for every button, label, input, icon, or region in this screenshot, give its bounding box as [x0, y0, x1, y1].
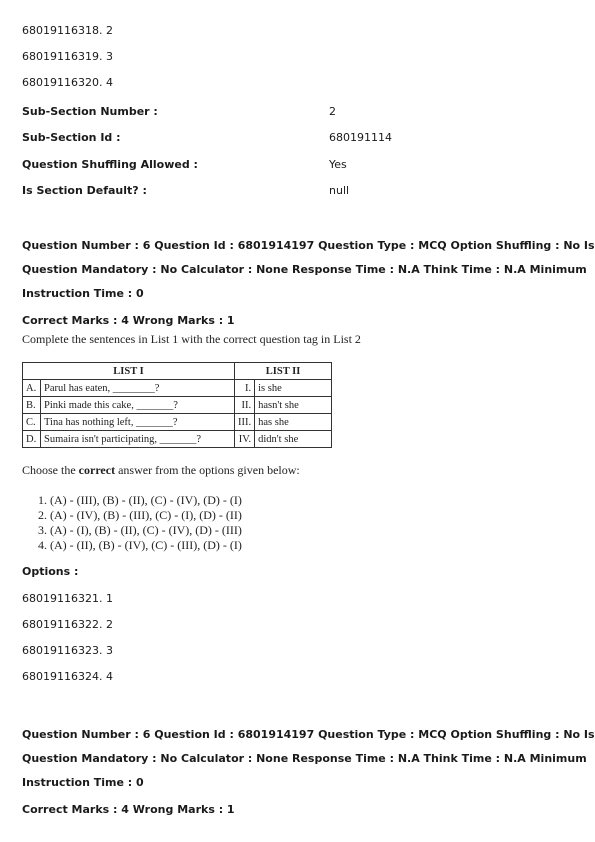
answer-choice: 4. (A) - (II), (B) - (IV), (C) - (III), (D) - (I)	[38, 538, 242, 552]
subsection-id-label: Sub-Section Id :	[22, 131, 121, 144]
question-prompt: Complete the sentences in List 1 with the correct question tag in List 2	[22, 332, 361, 346]
option-line: 68019116323. 3	[22, 644, 113, 657]
row-tag: hasn't she	[255, 397, 332, 414]
answer-choice: 1. (A) - (III), (B) - (II), (C) - (IV), (D) - (I)	[38, 493, 242, 507]
option-line: 68019116320. 4	[22, 76, 113, 89]
row-numeral: IV.	[235, 431, 255, 448]
question-header-line: Instruction Time : 0	[22, 287, 144, 300]
option-line: 68019116324. 4	[22, 670, 113, 683]
row-numeral: III.	[235, 414, 255, 431]
option-line: 68019116322. 2	[22, 618, 113, 631]
table-row	[23, 414, 332, 431]
table-row	[23, 397, 332, 414]
row-sentence: Parul has eaten, ________?	[41, 380, 235, 397]
section-default-label: Is Section Default? :	[22, 184, 147, 197]
shuffling-allowed-label: Question Shuffling Allowed :	[22, 158, 198, 171]
question-header-line: Question Mandatory : No Calculator : None Response Time : N.A Think Time : N.A Minimum	[22, 752, 587, 765]
subsection-number-label: Sub-Section Number :	[22, 105, 158, 118]
row-letter: C.	[23, 414, 41, 431]
subsection-id-value: 680191114	[329, 131, 392, 144]
question-header-line: Instruction Time : 0	[22, 776, 144, 789]
row-sentence: Pinki made this cake, _______?	[41, 397, 235, 414]
match-list-table	[22, 362, 332, 448]
row-sentence: Tina has nothing left, _______?	[41, 414, 235, 431]
shuffling-allowed-value: Yes	[329, 158, 347, 171]
row-tag: didn't she	[255, 431, 332, 448]
list-1-header: LIST I	[23, 363, 235, 380]
section-default-value: null	[329, 184, 350, 197]
choose-text-post: answer from the options given below:	[115, 463, 300, 477]
list-2-header: LIST II	[235, 363, 332, 380]
subsection-number-value: 2	[329, 105, 336, 118]
marks-line: Correct Marks : 4 Wrong Marks : 1	[22, 314, 235, 327]
choose-text-bold: correct	[78, 463, 116, 477]
options-label: Options :	[22, 565, 79, 578]
answer-choice: 2. (A) - (IV), (B) - (III), (C) - (I), (D) - (II)	[38, 508, 242, 522]
question-header-line: Question Number : 6 Question Id : 6801914197 Question Type : MCQ Option Shuffling : No Is	[22, 239, 595, 252]
choose-text-pre: Choose the	[22, 463, 79, 477]
row-letter: D.	[23, 431, 41, 448]
question-header-line: Question Mandatory : No Calculator : None Response Time : N.A Think Time : N.A Minimum	[22, 263, 587, 276]
marks-line: Correct Marks : 4 Wrong Marks : 1	[22, 803, 235, 816]
option-line: 68019116318. 2	[22, 24, 113, 37]
answer-choice: 3. (A) - (I), (B) - (II), (C) - (IV), (D) - (III)	[38, 523, 242, 537]
row-sentence: Sumaira isn't participating, _______?	[41, 431, 235, 448]
row-numeral: II.	[235, 397, 255, 414]
table-row	[23, 431, 332, 448]
option-line: 68019116321. 1	[22, 592, 113, 605]
question-header-line: Question Number : 6 Question Id : 6801914197 Question Type : MCQ Option Shuffling : No Is	[22, 728, 595, 741]
row-numeral: I.	[235, 380, 255, 397]
table-row	[23, 380, 332, 397]
row-letter: B.	[23, 397, 41, 414]
row-tag: has she	[255, 414, 332, 431]
row-tag: is she	[255, 380, 332, 397]
row-letter: A.	[23, 380, 41, 397]
option-line: 68019116319. 3	[22, 50, 113, 63]
table-header-row	[23, 363, 332, 380]
choose-instruction	[22, 463, 300, 478]
